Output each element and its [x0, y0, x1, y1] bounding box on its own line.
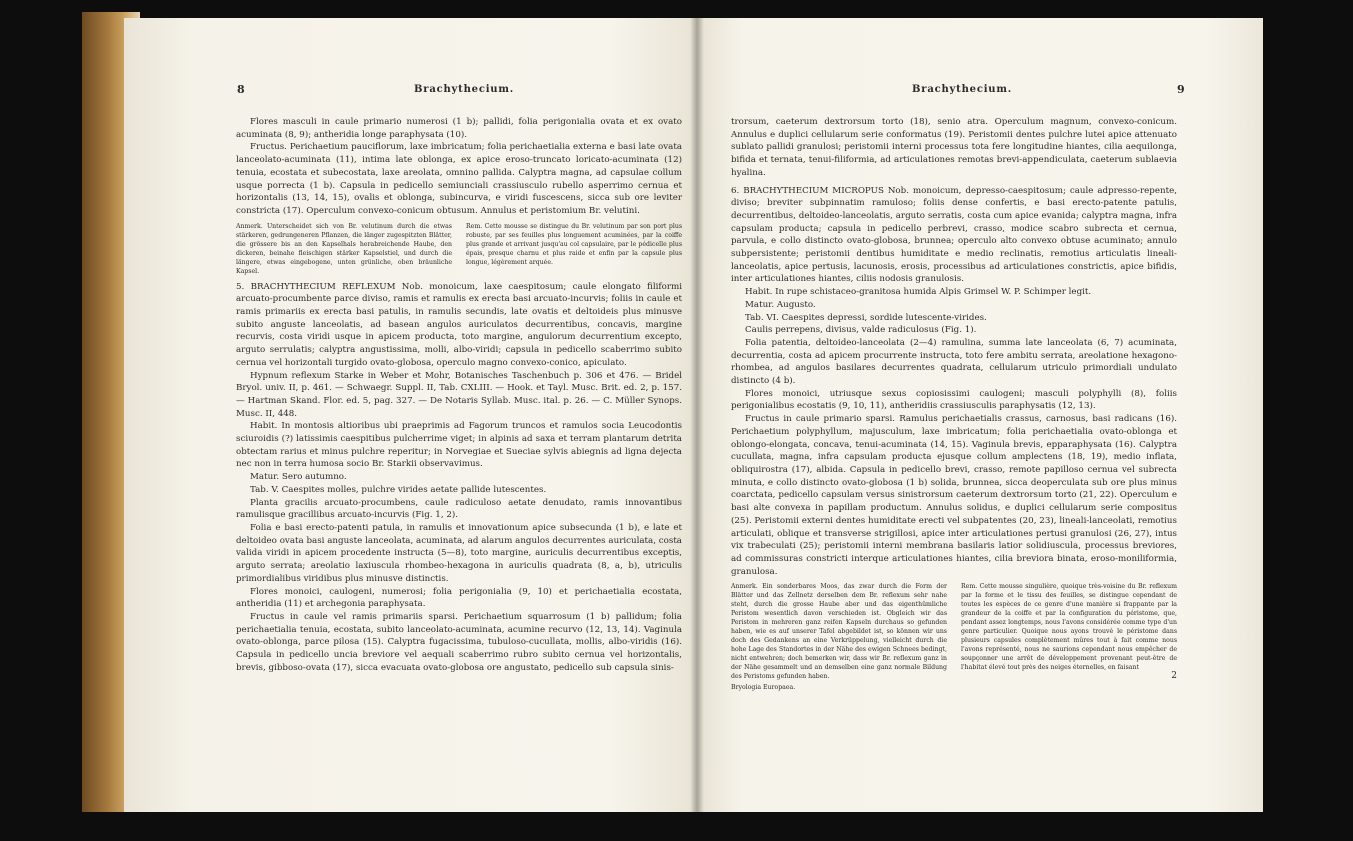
paragraph: Flores monoici, utriusque sexus copiosissimi caulogeni; masculi polyphylli (8), foliis perigonialibus ecostatis (9, 10, 11), antheridiis crassiusculis paraphysatis (12, 13).	[731, 388, 1177, 412]
paragraph: Fructus in caule primario sparsi. Ramulus perichaetialis crassus, carnosus, basi radicans (16). Perichaetium polyphyllum, majusculum, laxe imbricatum; folia perichaetialia ovato-oblonga et oblongo-elongata, concava, tenui-acuminata (14, 15). Vaginula brevis, epparaphysata (16). Calyptra cucullata, magna, infra capsulam producta ejusque collum amplectens (18, 19), medio inflata, obliquirostra (17), albida. Capsula in pedicello brevi, crasso, remote papilloso cernua vel subrecta minuta, e collo distincto ovato-globosa (1 b) solida, brunnea, sicca deoperculata sub ore plus minus coarctata, pedicello capsulam versus sinistrorsum caeterum dextrorsum torto (21, 22). Operculum e basi alte convexa in papillam productum. Annulus solidus, e duplici cellularum serie compositus (25). Peristomii externi dentes humiditate erecti vel subpatentes (20, 23), lineali-lanceolati, remotius articulati, oblique et transverse strigillosi, apice inter articulationes pertusi granulosi (26, 27), intus vix trabeculati (25); peristomii interni membrana basilaris latior solidiuscula, processus breviores, ad commissuras constricti interque articulationes hiantes, cilia breviora binata, eroso-moniliformia, granulosa.	[731, 414, 1177, 577]
plate: Tab. VI. Caespites depressi, sordide lutescente-virides.	[745, 312, 987, 323]
remarks	[731, 582, 1177, 692]
paragraph: trorsum, caeterum dextrorsum torto (18), senio atra. Operculum magnum, convexo-conicum. Annulus e duplici cellularum serie conformatus (19). Peristomii dentes pulchre lutei apice attenuato sublato pallidi granulosi; peristomii interni processus tota fere longitudine hiantes, cilia aequilonga, bifida et ternata, tenui-filiformia, ad articulationes remotas brevi-appendiculata, caeterum sublaevia hyalina.	[731, 117, 1177, 178]
synonymy: Hypnum reflexum Starke in Weber et Mohr, Botanisches Taschenbuch p. 306 et 476. — Bridel Bryol. univ. II, p. 461. — Schwaegr. Suppl. II, Tab. CXLIII. — Hook. et Tayl. Musc. Brit. ed. 2, p. 157. — Hartman Skand. Flor. ed. 5, pag. 327. — De Notaris Syllab. Musc. ital. p. 26. — C. Müller Synops. Musc. II, 448.	[236, 370, 682, 419]
page-number: 9	[1177, 83, 1185, 96]
right-text-block	[731, 116, 1177, 692]
page-number: 8	[237, 83, 245, 96]
remark-german	[731, 582, 947, 692]
book-spine-shadow	[690, 18, 704, 812]
right-page	[697, 18, 1263, 812]
maturity: Matur. Sero autumno.	[250, 472, 347, 483]
paragraph: Folia e basi erecto-patenti patula, in ramulis et innovationum apice subsecunda (1 b), e late et deltoideo ovata basi anguste lanceolata, acuminata, ad alarum angulos decurrentes auriculata, costa valida viridi in apicem procedente instructa (5—8), toto margine, auriculis decurrentibus exceptis, arguto serrata; areolatio laxiuscula rhombeo-hexagona in auriculis quadrata (8, a, b), utriculis primordialibus viridibus plus minusve distinctis.	[236, 522, 682, 584]
paragraph: Fructus. Perichaetium pauciflorum, laxe imbricatum; folia perichaetialia externa e basi late ovata lanceolato-acuminata (11), intima late oblonga, ex apice eroso-truncato loricato-acuminata (12) tenuia, ecostata et subecostata, laxe areolata, omnino pallida. Calyptra magna, ad capsulae collum usque porrecta (1 b). Capsula in pedicello semiunciali crassiusculo rubello asperrimo cernua et horizontalis (13, 14, 15), ovalis et oblonga, subincurva, e viridi fuscescens, sicca sub ore leviter constricta (17). Operculum convexo-conicum obtusum. Annulus et peristomium Br. velutini.	[236, 142, 682, 216]
signature-mark: 2	[1171, 671, 1177, 682]
left-text-block	[236, 116, 682, 674]
remarks	[236, 222, 682, 276]
running-header: Brachythecium.	[912, 84, 1013, 95]
paragraph: Flores masculi in caule primario numerosi (1 b); pallidi, folia perigonialia ovata et ex ovato acuminata (8, 9); antheridia longe paraphysata (10).	[236, 117, 682, 140]
paragraph: Flores monoici, caulogeni, numerosi; folia perigonialia (9, 10) et perichaetialia ecostata, antheridia (11) et archegonia paraphysata.	[236, 586, 682, 610]
paragraph: Folia patentia, deltoideo-lanceolata (2—4) ramulina, summa late lanceolata (6, 7) acuminata, decurrentia, costa ad apicem procurrente instructa, toto fere ambitu serrata, areolatione hexagono-rhombea, ad angulos basilares decurrentes quadrata, cellularum utriculo primordiali undulato distincto (4 b).	[731, 337, 1177, 387]
paragraph: Caulis perrepens, divisus, valde radiculosus (Fig. 1).	[745, 325, 977, 336]
remark-german: Anmerk. Unterscheidet sich von Br. velutinum durch die etwas stärkeren, gedrungeneren Pflanzen, die länger zugespitzten Blätter, die grössere bis an den Kapselhals herabreichende Haube, den dickeren, beinahe fleischigen stärker Kapselstiel, und durch die längere, etwas eingebogene, unten grünliche, oben bräunliche Kapsel.	[236, 222, 452, 275]
habitat: Habit. In montosis altioribus ubi praeprimis ad Fagorum truncos et ramulos socia Leucodontis sciuroidis (?) latissimis caespitibus pulcherrime viget; in alpinis ad saxa et terram plantarum detrita obtectam rarius et minus pulchre reperitur; in Norvegiae et Sueciae sylvis abiegnis ad ligna dejecta nec non in terra humosa socio Br. Starkii observavimus.	[236, 421, 682, 470]
footer-signature: Bryologia Europaea.	[731, 684, 796, 692]
plate: Tab. V. Caespites molles, pulchre virides aetate pallide lutescentes.	[250, 484, 547, 495]
remark-french: Rem. Cette mousse se distingue du Br. velutinum par son port plus robuste, par ses feuilles plus longuement acuminées, par la coiffe plus grande et arrivant jusqu'au col capsulaire, par le pédicelle plus épais, presque charnu et plus raide et enfin par la capsule plus longue, légèrement arquée.	[466, 222, 682, 266]
running-header: Brachythecium.	[414, 84, 515, 95]
species-heading: 5. BRACHYTHECIUM REFLEXUM Nob. monoicum, laxe caespitosum; caule elongato filiformi arcuato-procumbente parce diviso, ramis et ramulis ex erecta basi arcuato-incurvis; foliis in caule et ramis primariis ex erecta basi patulis, in ramulis secundis, late ovatis et deltoideis plus minusve subito anguste lanceolatis, ad basean angulos auriculatos decurrentibus, concavis, margine recurvis, costa viridi usque in apicem producta, toto margine, angulorum decurrentium excepto, arguto serrulatis; calyptra angustissima, molli, albo-viridi; capsula in pedicello scaberrimo subito cernua vel horizontali turgido ovato-globosa, operculo magno convexo-conico, apiculato.	[236, 281, 682, 368]
left-page	[124, 18, 697, 812]
remark-french	[961, 582, 1177, 692]
species-heading: 6. BRACHYTHECIUM MICROPUS Nob. monoicum, depresso-caespitosum; caule adpresso-repente, diviso; breviter subpinnatim ramuloso; foliis dense confertis, e basi erecto-patente patulis, decurrentibus, deltoideo-lanceolatis, arguto serratis, costa cum apice evanida; calyptra magna, infra capsulam producta; capsula in pedicello perbrevi, crasso, modice scabro subrecta et cernua, parvula, e collo distincto ovato-globosa, brunnea; operculo alto convexo obtuse acuminato; annulo subpersistente; peristomii dentibus humiditate e medio reclinatis, remotius articulatis lineali-lanceolatis, apice pertusis, lacunosis, erosis, processibus ad articulationes constrictis, apice bifidis, inter articulationes hiantes, ciliis nodosis granulosis.	[731, 185, 1177, 285]
paragraph: Fructus in caule vel ramis primariis sparsi. Perichaetium squarrosum (1 b) pallidum; folia perichaetialia tenuia, ecostata, subito lanceolato-acuminata, acumine recurvo (12, 13, 14). Vaginula ovato-oblonga, parce pilosa (15). Calyptra fugacissima, tubuloso-cucullata, mollis, albo-viridis (16). Capsula in pedicello uncia breviore vel aequali scaberrimo rubro subito cernua vel horizontalis, brevis, gibboso-ovata (17), sicca evacuata ovato-globosa ore angustato, pedicello sub capsula sinis-	[236, 611, 682, 673]
remark-german-text: Anmerk. Ein sonderbares Moos, das zwar durch die Form der Blätter und das Zellnetz derselben dem Br. reflexum sehr nahe steht, durch die grosse Haube aber und das eigenthümliche Peristom wesentlich davon verschieden ist. Obgleich wir das Peristom in mehreren ganz reifen Kapseln durchaus so gefunden haben, wie es auf unserer Tafel abgebildet ist, so können wir uns doch des Gedankens an eine Verkrüppelung, vielleicht durch die hohe Lage des Standortes in der Nähe des ewigen Schnees bedingt, nicht entwehren; doch bemerken wir, dass wir Br. reflexum ganz in der Nähe gesammelt und an demselben eine ganz normale Bildung des Peristoms gefunden haben.	[731, 583, 947, 681]
paragraph: Planta gracilis arcuato-procumbens, caule radiculoso aetate denudato, ramis innovantibus ramulisque gracillibus arcuato-incurvis (Fig. 1, 2).	[236, 497, 682, 521]
maturity: Matur. Augusto.	[745, 299, 816, 310]
habitat: Habit. In rupe schistaceo-granitosa humida Alpis Grimsel W. P. Schimper legit.	[745, 287, 1092, 298]
remark-french-text: Rem. Cette mousse singulière, quoique très-voisine du Br. reflexum par la forme et le tissu des feuilles, se distingue cependant de toutes les espèces de ce genre d'une manière si frappante par la grandeur de la coiffe et par la configuration du péristome, que, pendant assez longtemps, nous l'avons considérée comme type d'un genre particulier. Quoique nous ayons trouvé le péristome dans plusieurs capsules complètement mûres tout à fait comme nous l'avons représenté, nous ne saurions cependant nous empêcher de soupçonner une arrêt de développement provenant peut-être de l'habitat élevé tout près des neiges éternelles, en faisant	[961, 583, 1177, 672]
